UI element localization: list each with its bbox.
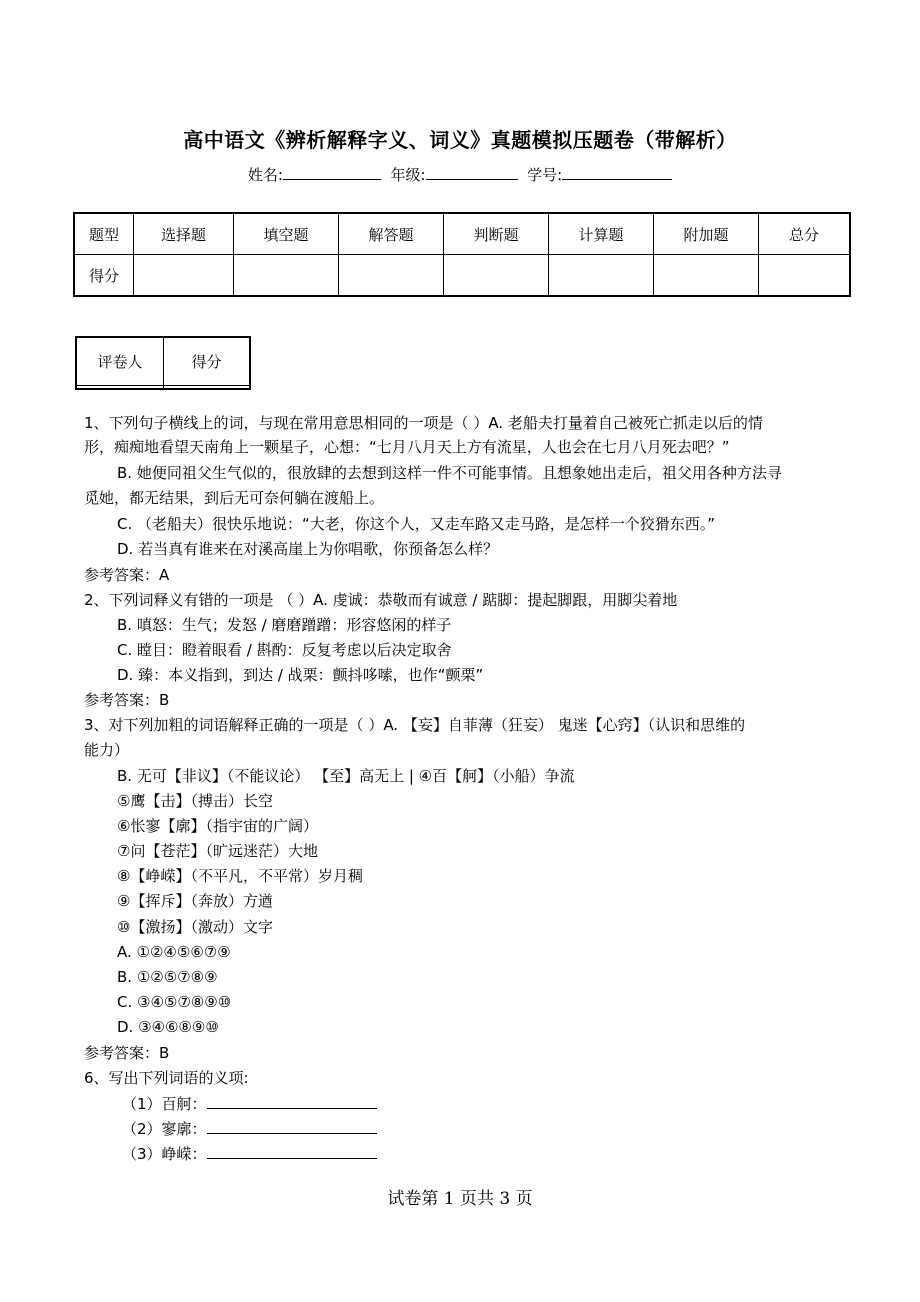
q6-sub-2-blank[interactable] <box>207 1119 377 1134</box>
header-cell: 题型 <box>74 213 134 255</box>
q3-item-7: ⑦问【苍茫】（旷远迷茫）大地 <box>117 842 318 860</box>
q6-sub-2 <box>122 1119 377 1139</box>
q1-stem-cont: 形，痴痴地看望天南角上一颗星子，心想：“七月八月天上方有流星，人也会在七月八月死去吧？” <box>84 438 730 456</box>
q3-choice-a: A. ①②④⑤⑥⑦⑨ <box>117 943 231 961</box>
student-info-line <box>0 164 920 185</box>
header-cell: 解答题 <box>339 213 444 255</box>
grader-header-cell: 得分 <box>164 337 251 386</box>
score-cell[interactable] <box>759 255 851 297</box>
header-cell: 填空题 <box>234 213 339 255</box>
student-id-blank[interactable] <box>562 165 672 180</box>
grader-table <box>75 336 251 390</box>
q6-sub-1-blank[interactable] <box>207 1094 377 1109</box>
q6-sub-2-label: （2）寥廓： <box>122 1120 207 1138</box>
q3-choice-c: C. ③④⑤⑦⑧⑨⑩ <box>117 993 232 1011</box>
score-table <box>73 212 851 297</box>
row-label-cell: 得分 <box>74 255 134 297</box>
score-cell[interactable] <box>234 255 339 297</box>
grade-blank[interactable] <box>426 165 518 180</box>
q6-sub-3-label: （3）峥嵘： <box>122 1145 207 1163</box>
score-cell[interactable] <box>444 255 549 297</box>
q3-item-10: ⑩【激扬】（激动）文字 <box>117 918 273 936</box>
header-cell: 计算题 <box>549 213 654 255</box>
score-cell[interactable] <box>134 255 234 297</box>
grade-label: 年级: <box>390 166 426 184</box>
grader-table-header-row <box>76 337 250 386</box>
header-cell: 判断题 <box>444 213 549 255</box>
q1-answer: 参考答案：A <box>84 566 170 584</box>
name-blank[interactable] <box>283 165 381 180</box>
q3-choice-d: D. ③④⑥⑧⑨⑩ <box>117 1018 219 1036</box>
student-id-label: 学号: <box>527 166 563 184</box>
page-title: 高中语文《辨析解释字义、词义》真题模拟压题卷（带解析） <box>183 128 737 152</box>
q3-item-9: ⑨【挥斥】（奔放）方遒 <box>117 892 273 910</box>
q3-option-b: B. 无可【非议】（不能议论） 【至】高无上 | ④百【舸】（小船）争流 <box>117 767 575 785</box>
q1-option-c: C. （老船夫）很快乐地说：“大老，你这个人，又走车路又走马路，是怎样一个狡猾东西。” <box>117 515 716 533</box>
q2-option-c: C. 瞠目：瞪着眼看 / 斟酌：反复考虑以后决定取舍 <box>117 641 452 659</box>
score-cell[interactable] <box>654 255 759 297</box>
q6-sub-3-blank[interactable] <box>207 1144 377 1159</box>
q3-stem-cont: 能力） <box>84 741 130 759</box>
q1-stem: 1、下列句子横线上的词，与现在常用意思相同的一项是（ ）A. 老船夫打量着自己被死亡抓走以后的情 <box>84 414 763 432</box>
q3-choice-b: B. ①②⑤⑦⑧⑨ <box>117 968 218 986</box>
q3-item-6: ⑥怅寥【廓】（指宇宙的广阔） <box>117 817 318 835</box>
grader-header-cell: 评卷人 <box>76 337 164 386</box>
score-cell[interactable] <box>549 255 654 297</box>
grader-score-cell[interactable] <box>164 386 251 389</box>
q1-option-b: B. 她便同祖父生气似的，很放肆的去想到这样一件不可能事情。且想象她出走后，祖父用各种方法寻 <box>117 464 782 482</box>
score-table-score-row <box>74 255 850 297</box>
q2-option-b: B. 嗔怒：生气；发怒 / 磨磨蹭蹭：形容悠闲的样子 <box>117 616 452 634</box>
header-cell: 选择题 <box>134 213 234 255</box>
q2-option-d: D. 臻：本义指到，到达 / 战栗：颤抖哆嗦，也作“颤栗” <box>117 666 484 684</box>
grader-cell[interactable] <box>76 386 164 389</box>
score-table-header-row <box>74 213 850 255</box>
grader-table-value-row <box>76 386 250 389</box>
page-footer: 试卷第 1 页共 3 页 <box>387 1189 533 1209</box>
q1-option-d: D. 若当真有谁来在对溪高崖上为你唱歌，你预备怎么样？ <box>117 540 499 558</box>
q3-stem: 3、对下列加粗的词语解释正确的一项是（ ）A. 【妄】自菲薄（狂妄） 鬼迷【心窍】（认识和思维的 <box>84 716 746 734</box>
q1-option-b-cont: 觅她，都无结果，到后无可奈何躺在渡船上。 <box>84 489 385 507</box>
score-cell[interactable] <box>339 255 444 297</box>
q6-sub-3 <box>122 1144 377 1164</box>
name-label: 姓名: <box>247 166 283 184</box>
q6-sub-1-label: （1）百舸： <box>122 1095 207 1113</box>
q3-item-8: ⑧【峥嵘】（不平凡，不平常）岁月稠 <box>117 867 363 885</box>
q2-stem: 2、下列词释义有错的一项是 （ ）A. 虔诚：恭敬而有诚意 / 踮脚：提起脚跟，用脚尖着地 <box>84 591 678 609</box>
q6-sub-1 <box>122 1094 377 1114</box>
q3-answer: 参考答案：B <box>84 1044 170 1062</box>
q2-answer: 参考答案：B <box>84 691 170 709</box>
header-cell: 附加题 <box>654 213 759 255</box>
q3-item-5: ⑤鹰【击】（搏击）长空 <box>117 792 273 810</box>
header-cell: 总分 <box>759 213 851 255</box>
q6-stem: 6、写出下列词语的义项: <box>84 1069 249 1087</box>
